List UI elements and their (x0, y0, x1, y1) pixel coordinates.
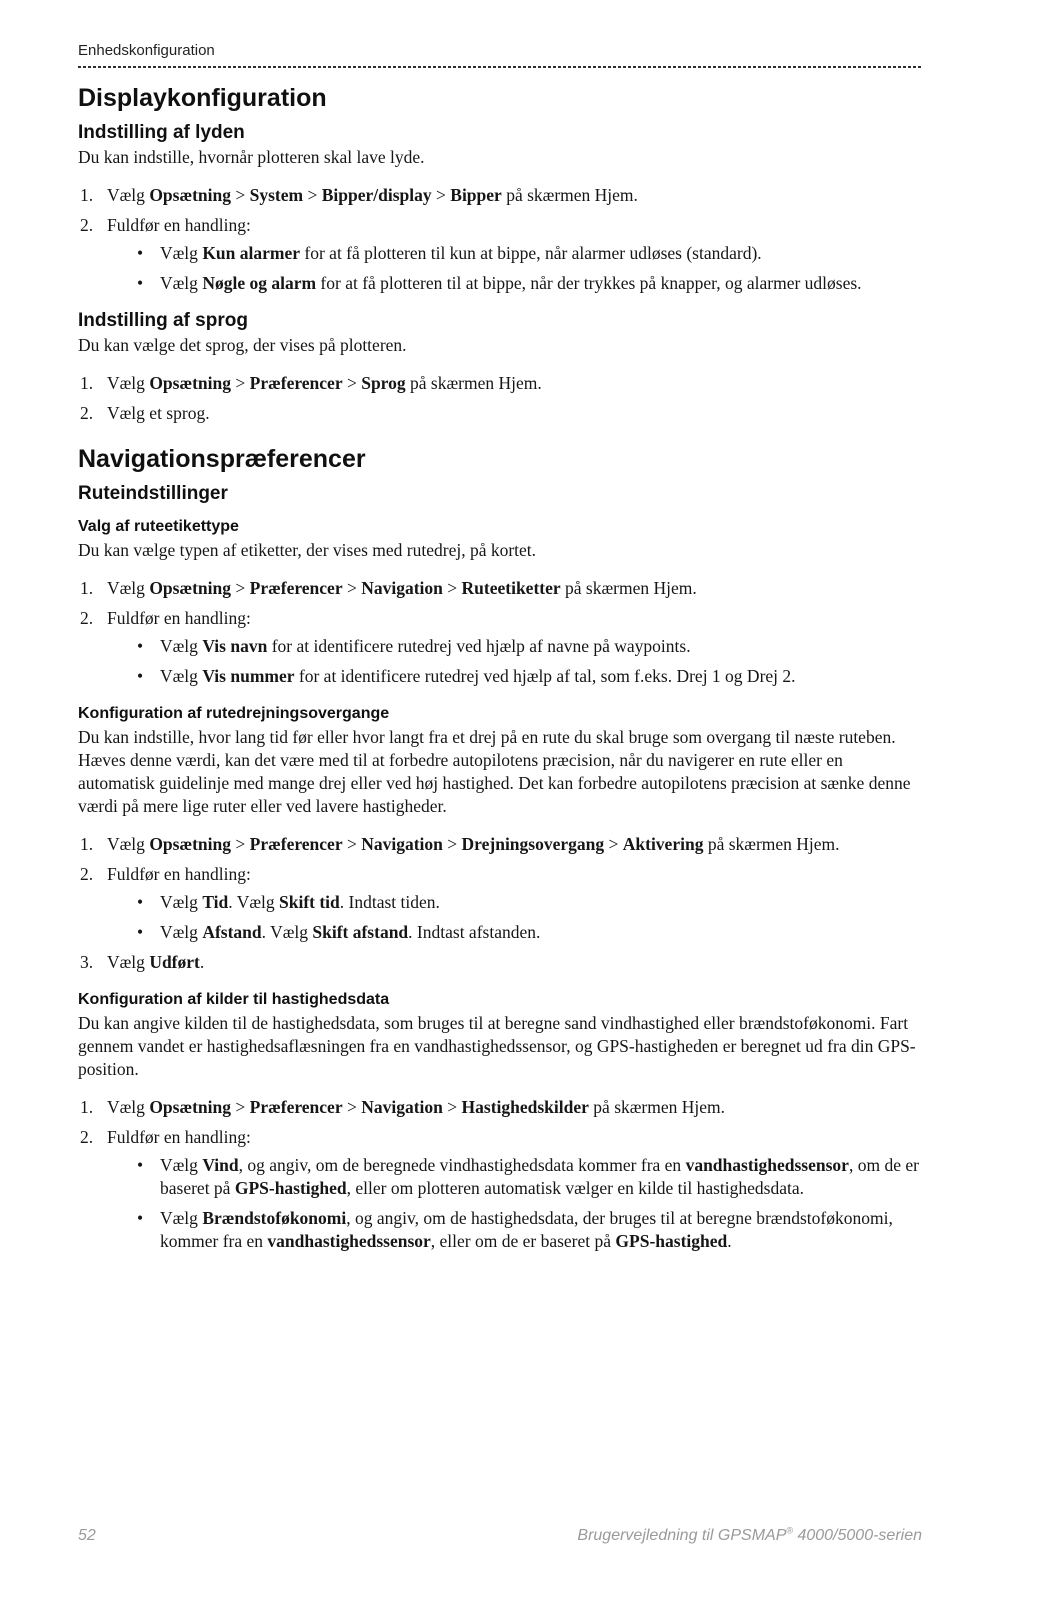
numbered-list-item (78, 1126, 922, 1149)
list-item-text (160, 665, 922, 688)
numbered-list-item (78, 1096, 922, 1119)
text-run: > (342, 1097, 362, 1117)
text-run: Vælg (107, 578, 150, 598)
bold-term: GPS-hastighed (615, 1231, 728, 1251)
text-run: Du kan vælge det sprog, der vises på plotteren. (78, 335, 407, 355)
heading-ruteindstillinger: Ruteindstillinger (78, 483, 228, 504)
heading-navigationspraeferencer: Navigationspræferencer (78, 445, 366, 473)
bold-term: Opsætning (149, 578, 232, 598)
document-content (78, 84, 922, 1253)
text-run: > (231, 1097, 250, 1117)
text-run: > (231, 578, 250, 598)
text-run: for at identificere rutedrej ved hjælp af tal, som f.eks. Drej 1 og Drej 2. (294, 666, 796, 686)
text-run: Fuldfør en handling: (107, 1127, 251, 1147)
bold-term: Vis nummer (202, 666, 295, 686)
list-item-text (107, 833, 922, 856)
list-number: 3. (80, 952, 94, 972)
bold-term: Vind (202, 1155, 239, 1175)
text-run: > (342, 834, 362, 854)
text-run: > (342, 578, 362, 598)
list-item-text (107, 214, 922, 237)
list-number: 1. (80, 373, 94, 393)
bold-term: Præferencer (249, 373, 343, 393)
text-run: , om de er baseret på (160, 1155, 919, 1198)
paragraph-sprog-intro (78, 334, 922, 357)
heading-indstilling-af-sprog: Indstilling af sprog (78, 310, 248, 331)
page-number: 52 (78, 1527, 96, 1544)
header-divider (78, 66, 922, 68)
text-run: > (431, 185, 451, 205)
list-number: 2. (80, 608, 94, 628)
text-run: på skærmen Hjem. (405, 373, 542, 393)
text-run: for at få plotteren til at bippe, når der trykkes på knapper, og alarmer udløses. (316, 273, 862, 293)
numbered-list-item (78, 402, 922, 425)
bold-term: Opsætning (149, 1097, 232, 1117)
bold-term: Skift afstand (312, 922, 409, 942)
bold-term: vandhastighedssensor (267, 1231, 431, 1251)
list-item-text (107, 577, 922, 600)
paragraph-hastighedsdata-intro (78, 1012, 922, 1081)
numbered-list-item (78, 951, 922, 974)
bold-term: Hastighedskilder (461, 1097, 589, 1117)
list-item-text (160, 891, 922, 914)
text-run: på skærmen Hjem. (501, 185, 638, 205)
text-run: Vælg (107, 1097, 150, 1117)
list-number: 1. (80, 834, 94, 854)
manual-title-suffix: 4000/5000-serien (793, 1527, 922, 1544)
bold-term: Opsætning (149, 834, 232, 854)
list-item-text (160, 242, 922, 265)
text-run: Vælg (107, 834, 150, 854)
text-run: Vælg (107, 373, 150, 393)
bold-term: Afstand (202, 922, 262, 942)
bullet-list-item (78, 665, 922, 688)
text-run: , og angiv, om de hastighedsdata, der bruges til at beregne brændstoføkonomi, kommer fra en (160, 1208, 893, 1251)
bullet-list-item (78, 1207, 922, 1253)
text-run: . Indtast afstanden. (408, 922, 541, 942)
numbered-list-item (78, 214, 922, 237)
bold-term: vandhastighedssensor (685, 1155, 849, 1175)
bold-term: Bipper/display (321, 185, 432, 205)
list-number: 1. (80, 185, 94, 205)
bold-term: Vis navn (202, 636, 268, 656)
list-item-text (160, 1207, 922, 1253)
bullet-icon: • (137, 892, 144, 912)
bullet-icon: • (137, 243, 144, 263)
bold-term: Opsætning (149, 185, 232, 205)
bullet-icon: • (137, 922, 144, 942)
numbered-list-item (78, 577, 922, 600)
text-run: på skærmen Hjem. (588, 1097, 726, 1117)
bullet-list-item (78, 891, 922, 914)
bold-term: GPS-hastighed (234, 1178, 347, 1198)
numbered-list-item (78, 833, 922, 856)
bullet-list-item (78, 242, 922, 265)
bold-term: Navigation (361, 1097, 443, 1117)
bullet-list-item (78, 1154, 922, 1200)
text-run: . (199, 952, 205, 972)
list-number: 2. (80, 864, 94, 884)
bold-term: Bipper (450, 185, 502, 205)
list-item-text (107, 951, 922, 974)
text-run: Fuldfør en handling: (107, 608, 251, 628)
paragraph-lyd-intro (78, 146, 922, 169)
bold-term: System (249, 185, 304, 205)
bullet-list-item (78, 921, 922, 944)
bold-term: Skift tid (279, 892, 340, 912)
bold-term: Nøgle og alarm (202, 273, 317, 293)
list-item-text (107, 863, 922, 886)
manual-title (577, 1527, 922, 1545)
paragraph-ruteetiket-intro (78, 539, 922, 562)
page-header (78, 42, 922, 68)
bullet-icon: • (137, 1208, 144, 1228)
text-run: > (231, 834, 250, 854)
text-run: > (442, 1097, 462, 1117)
heading-konfiguration-af-rutedrejningsovergange: Konfiguration af rutedrejningsovergange (78, 705, 390, 722)
text-run: Vælg (160, 636, 203, 656)
list-item-text (160, 635, 922, 658)
page-footer (78, 1527, 922, 1545)
numbered-list-item (78, 607, 922, 630)
text-run: > (303, 185, 322, 205)
paragraph-rutedrejning-intro (78, 726, 922, 818)
bullet-list-item (78, 272, 922, 295)
text-run: . (727, 1231, 732, 1251)
bullet-icon: • (137, 273, 144, 293)
bold-term: Præferencer (249, 1097, 343, 1117)
text-run: Vælg (160, 1208, 203, 1228)
text-run: . Vælg (228, 892, 279, 912)
list-item-text (107, 1096, 922, 1119)
list-number: 2. (80, 403, 94, 423)
running-head: Enhedskonfiguration (78, 42, 215, 59)
text-run: for at få plotteren til kun at bippe, når alarmer udløses (standard). (300, 243, 762, 263)
numbered-list-item (78, 863, 922, 886)
text-run: Fuldfør en handling: (107, 215, 251, 235)
heading-displaykonfiguration: Displaykonfiguration (78, 84, 327, 112)
bold-term: Aktivering (622, 834, 704, 854)
list-item-text (107, 372, 922, 395)
heading-konfiguration-af-kilder-til-hastighedsdata: Konfiguration af kilder til hastighedsdata (78, 991, 390, 1008)
bold-term: Præferencer (249, 578, 343, 598)
bullet-list-item (78, 635, 922, 658)
bold-term: Præferencer (249, 834, 343, 854)
list-number: 2. (80, 1127, 94, 1147)
text-run: Du kan indstille, hvor lang tid før eller hvor langt fra et drej på en rute du skal bruge som overgang til næste ruteben. Hæves denne værdi, kan det være med til at forbedre autopilotens præcision, når du navigerer en rute eller en automatisk guidelinje med mange drej eller ved høj hastighed. Det kan forbedre autopilotens præcision at sænke denne værdi på mere lige ruter eller ved lavere hastigheder. (78, 727, 911, 816)
text-run: Du kan vælge typen af etiketter, der vises med rutedrej, på kortet. (78, 540, 537, 560)
text-run: Vælg (160, 273, 203, 293)
bullet-icon: • (137, 636, 144, 656)
text-run: , og angiv, om de beregnede vindhastighedsdata kommer fra en (238, 1155, 686, 1175)
bold-term: Udført (149, 952, 200, 972)
text-run: > (342, 373, 362, 393)
text-run: Vælg et sprog. (107, 403, 210, 423)
bold-term: Brændstoføkonomi (202, 1208, 347, 1228)
text-run: Vælg (160, 243, 203, 263)
list-number: 1. (80, 1097, 94, 1117)
list-item-text (160, 921, 922, 944)
text-run: Vælg (160, 922, 203, 942)
text-run: Du kan indstille, hvornår plotteren skal lave lyde. (78, 147, 425, 167)
bold-term: Tid (202, 892, 229, 912)
bullet-icon: • (137, 666, 144, 686)
list-item-text (107, 607, 922, 630)
text-run: på skærmen Hjem. (703, 834, 840, 854)
text-run: Vælg (160, 666, 203, 686)
list-item-text (107, 1126, 922, 1149)
text-run: > (231, 373, 250, 393)
list-item-text (107, 184, 922, 207)
bold-term: Sprog (361, 373, 406, 393)
list-number: 1. (80, 578, 94, 598)
registered-trademark-symbol: ® (786, 1525, 794, 1536)
text-run: > (442, 578, 462, 598)
list-item-text (160, 272, 922, 295)
text-run: for at identificere rutedrej ved hjælp af navne på waypoints. (267, 636, 691, 656)
text-run: Du kan angive kilden til de hastighedsdata, som bruges til at beregne sand vindhastighed eller brændstoføkonomi. Fart gennem vandet er hastighedsaflæsningen fra en vandhastighedssensor, og GPS-hastigheden er beregnet ud fra din GPS-position. (78, 1013, 916, 1079)
bold-term: Drejningsovergang (461, 834, 605, 854)
list-item-text (107, 402, 922, 425)
text-run: . Vælg (261, 922, 313, 942)
text-run: , eller om plotteren automatisk vælger en kilde til hastighedsdata. (346, 1178, 804, 1198)
bold-term: Kun alarmer (202, 243, 301, 263)
list-number: 2. (80, 215, 94, 235)
bold-term: Navigation (361, 578, 443, 598)
heading-valg-af-ruteetikettype: Valg af ruteetikettype (78, 518, 239, 535)
manual-title-prefix: Brugervejledning til GPSMAP (577, 1527, 787, 1544)
text-run: > (604, 834, 623, 854)
heading-indstilling-af-lyden: Indstilling af lyden (78, 122, 245, 143)
text-run: , eller om de er baseret på (430, 1231, 616, 1251)
bold-term: Navigation (361, 834, 443, 854)
numbered-list-item (78, 184, 922, 207)
text-run: . Indtast tiden. (339, 892, 440, 912)
text-run: Vælg (107, 952, 150, 972)
text-run: > (442, 834, 462, 854)
bold-term: Opsætning (149, 373, 232, 393)
numbered-list-item (78, 372, 922, 395)
text-run: Vælg (160, 892, 203, 912)
text-run: på skærmen Hjem. (560, 578, 697, 598)
bullet-icon: • (137, 1155, 144, 1175)
list-item-text (160, 1154, 922, 1200)
text-run: Vælg (160, 1155, 203, 1175)
text-run: > (231, 185, 250, 205)
text-run: Fuldfør en handling: (107, 864, 251, 884)
text-run: Vælg (107, 185, 150, 205)
bold-term: Ruteetiketter (461, 578, 561, 598)
